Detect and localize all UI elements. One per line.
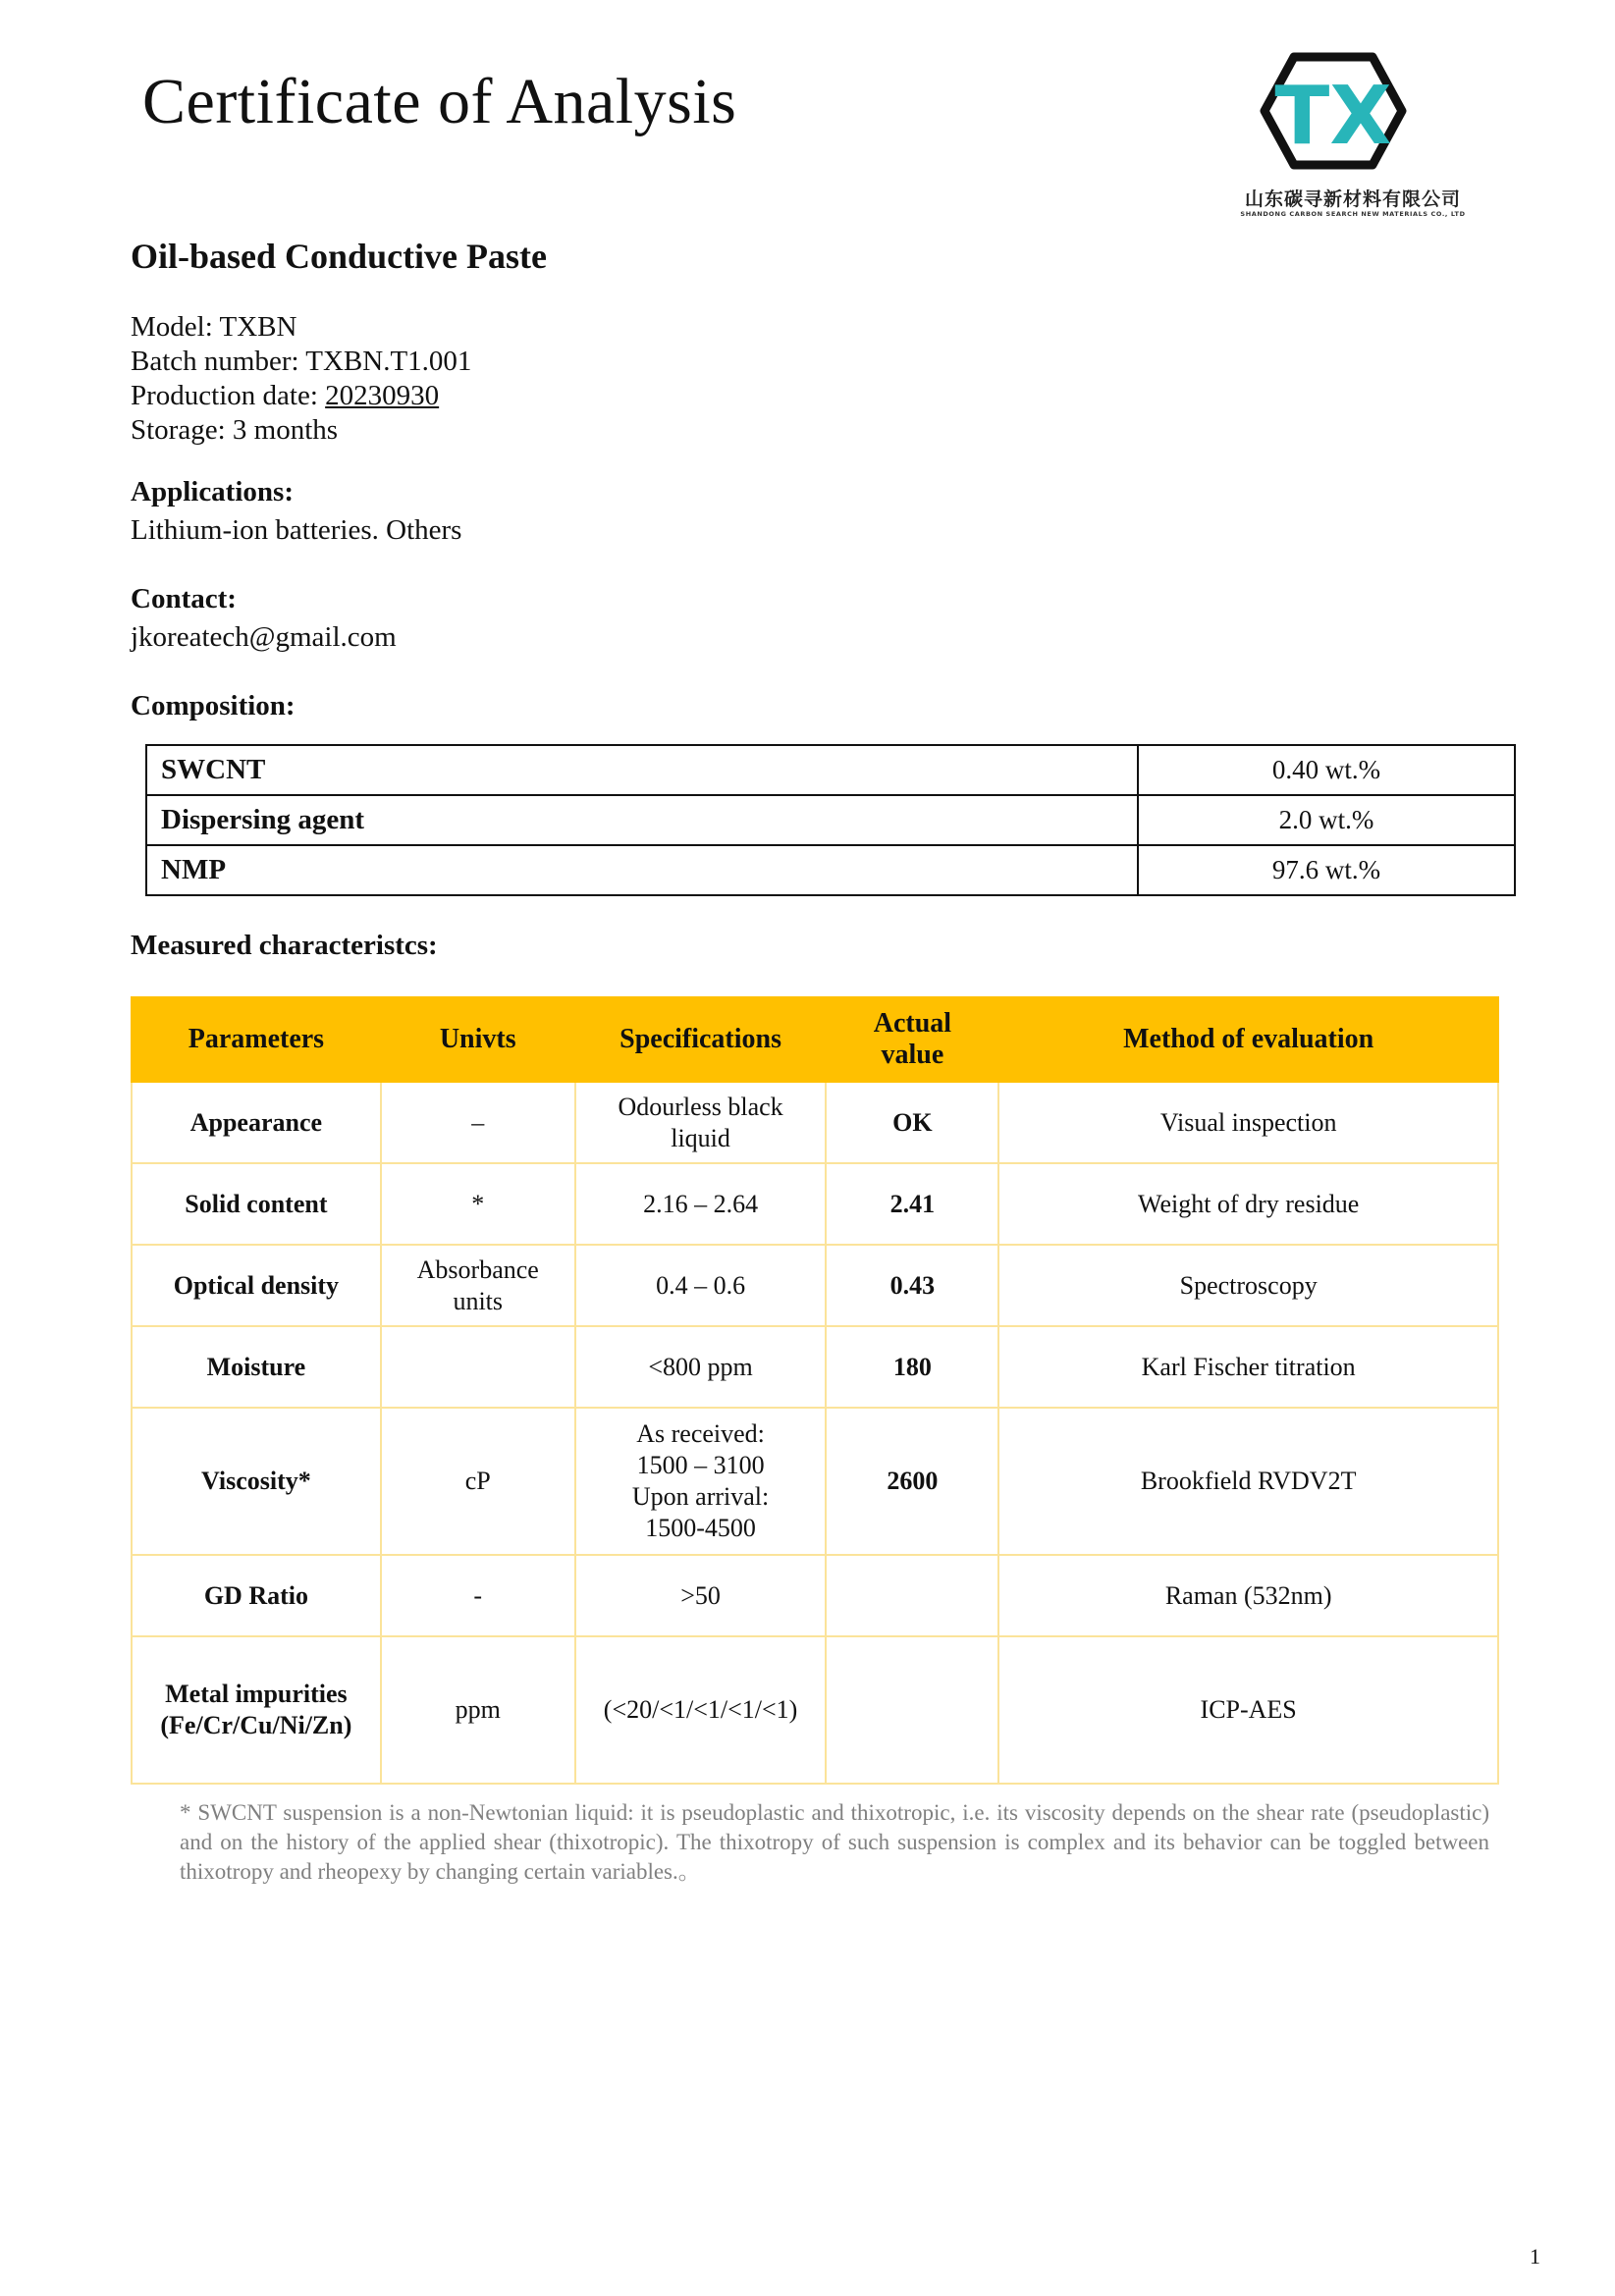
method-cell: Weight of dry residue (998, 1163, 1498, 1245)
date-value: 20230930 (325, 380, 440, 411)
unit-cell: - (381, 1555, 575, 1636)
measured-table (131, 996, 1499, 1785)
column-header: Univts (381, 997, 575, 1082)
table-row (146, 845, 1515, 895)
table-row (132, 1326, 1498, 1408)
company-logo (1235, 47, 1490, 234)
parameter-cell: GD Ratio (132, 1555, 381, 1636)
actual-cell (826, 1555, 998, 1636)
parameter-cell: Moisture (132, 1326, 381, 1408)
parameter-cell: Metal impurities (Fe/Cr/Cu/Ni/Zn) (132, 1636, 381, 1784)
column-header: Specifications (575, 997, 827, 1082)
composition-name: SWCNT (146, 745, 1138, 795)
spec-cell: 0.4 – 0.6 (575, 1245, 827, 1326)
method-cell: Raman (532nm) (998, 1555, 1498, 1636)
batch-value: TXBN.T1.001 (305, 346, 472, 377)
parameter-cell: Viscosity* (132, 1408, 381, 1555)
storage-value: 3 months (232, 414, 339, 446)
page-number: 1 (1530, 2244, 1540, 2269)
unit-cell: * (381, 1163, 575, 1245)
storage-line: Storage: 3 months (131, 414, 339, 446)
spec-cell: <800 ppm (575, 1326, 827, 1408)
batch-line: Batch number: TXBN.T1.001 (131, 346, 472, 377)
applications-heading: Applications: (131, 476, 294, 507)
method-cell: Karl Fischer titration (998, 1326, 1498, 1408)
actual-cell: 180 (826, 1326, 998, 1408)
company-name-cn: 山东碳寻新材料有限公司 (1244, 188, 1461, 210)
applications-value: Lithium-ion batteries. Others (131, 514, 462, 546)
column-header: Actual value (826, 997, 998, 1082)
unit-cell: Absorbance units (381, 1245, 575, 1326)
actual-cell: 0.43 (826, 1245, 998, 1326)
actual-cell (826, 1636, 998, 1784)
composition-value: 2.0 wt.% (1138, 795, 1515, 845)
column-header: Parameters (132, 997, 381, 1082)
composition-name: NMP (146, 845, 1138, 895)
product-name: Oil-based Conductive Paste (131, 237, 548, 276)
parameter-cell: Optical density (132, 1245, 381, 1326)
table-row (132, 1163, 1498, 1245)
model-value: TXBN (219, 311, 297, 343)
actual-cell: OK (826, 1082, 998, 1163)
table-row (146, 795, 1515, 845)
measured-heading: Measured characteristcs: (131, 930, 438, 961)
unit-cell: – (381, 1082, 575, 1163)
composition-name: Dispersing agent (146, 795, 1138, 845)
table-row (132, 1245, 1498, 1326)
spec-cell: >50 (575, 1555, 827, 1636)
page-title: Certificate of Analysis (142, 66, 737, 137)
method-cell: ICP-AES (998, 1636, 1498, 1784)
parameter-cell: Appearance (132, 1082, 381, 1163)
table-row (146, 745, 1515, 795)
table-row (132, 1636, 1498, 1784)
logo-letters: TX (1274, 70, 1392, 163)
table-header-row (132, 997, 1498, 1082)
method-cell: Visual inspection (998, 1082, 1498, 1163)
contact-value: jkoreatech@gmail.com (131, 621, 397, 653)
contact-heading: Contact: (131, 583, 237, 614)
company-name-en: SHANDONG CARBON SEARCH NEW MATERIALS CO., LTD (1240, 210, 1466, 218)
method-cell: Brookfield RVDV2T (998, 1408, 1498, 1555)
method-cell: Spectroscopy (998, 1245, 1498, 1326)
composition-value: 0.40 wt.% (1138, 745, 1515, 795)
footnote: * SWCNT suspension is a non-Newtonian liquid: it is pseudoplastic and thixotropic, i.e. its viscosity depends on the shear rate (pseudoplastic) and on the history of the applied shear (thixotropic). The thixotropy of such suspension is complex and its behavior can be toggled between thixotropy and rheopexy by changing certain variables.。 (180, 1800, 1489, 1884)
parameter-cell: Solid content (132, 1163, 381, 1245)
unit-cell: ppm (381, 1636, 575, 1784)
composition-table (145, 744, 1516, 896)
model-line: Model: TXBN (131, 311, 297, 343)
unit-cell (381, 1326, 575, 1408)
unit-cell: cP (381, 1408, 575, 1555)
date-line: Production date: 20230930 (131, 380, 440, 411)
spec-cell: As received: 1500 – 3100 Upon arrival: 1500-4500 (575, 1408, 827, 1555)
composition-heading: Composition: (131, 690, 296, 721)
table-row (132, 1082, 1498, 1163)
spec-cell: (<20/<1/<1/<1/<1) (575, 1636, 827, 1784)
table-row (132, 1555, 1498, 1636)
hexagon-logo-icon (1235, 47, 1471, 185)
table-row (132, 1408, 1498, 1555)
actual-cell: 2.41 (826, 1163, 998, 1245)
product-info (131, 310, 471, 448)
actual-cell: 2600 (826, 1408, 998, 1555)
spec-cell: 2.16 – 2.64 (575, 1163, 827, 1245)
column-header: Method of evaluation (998, 997, 1498, 1082)
composition-value: 97.6 wt.% (1138, 845, 1515, 895)
spec-cell: Odourless black liquid (575, 1082, 827, 1163)
